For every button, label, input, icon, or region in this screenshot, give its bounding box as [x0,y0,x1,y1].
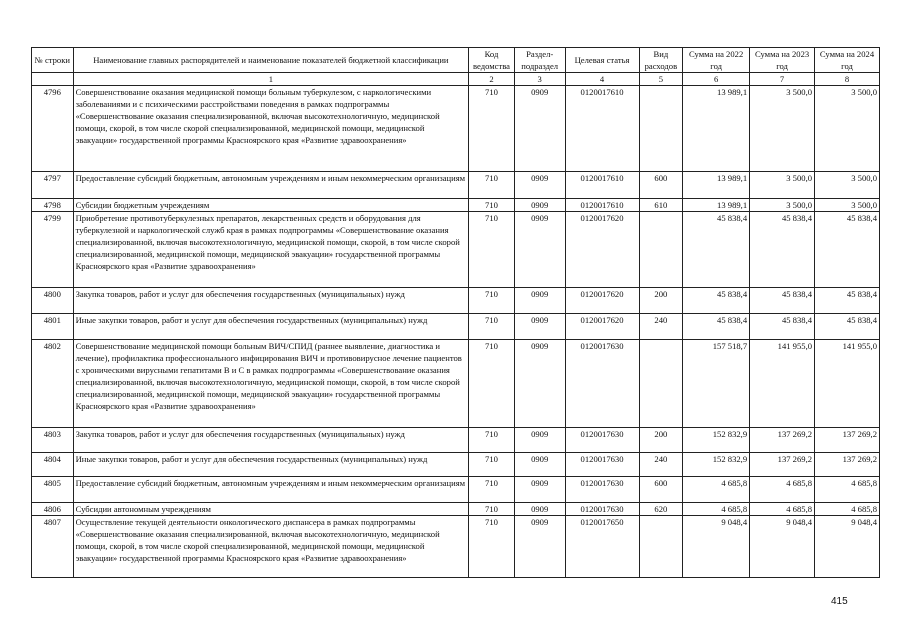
sum-2024: 45 838,4 [815,212,880,288]
dept-code: 710 [469,340,515,428]
column-number: 7 [750,73,815,86]
target-code: 0120017620 [565,314,639,340]
sum-2024: 137 269,2 [815,453,880,477]
section-code: 0909 [514,516,565,578]
column-number: 3 [514,73,565,86]
row-number: 4803 [32,428,74,453]
dept-code: 710 [469,199,515,212]
column-number: 1 [73,73,469,86]
expense-type [639,86,683,172]
header-target: Целевая статья [565,48,639,73]
sum-2022: 45 838,4 [683,314,750,340]
sum-2024: 4 685,8 [815,503,880,516]
target-code: 0120017630 [565,340,639,428]
sum-2024: 3 500,0 [815,199,880,212]
sum-2023: 4 685,8 [750,477,815,503]
sum-2022: 13 989,1 [683,86,750,172]
section-code: 0909 [514,428,565,453]
sum-2023: 45 838,4 [750,288,815,314]
sum-2022: 4 685,8 [683,503,750,516]
row-name: Субсидии автономным учреждениям [73,503,469,516]
table-row [32,340,880,428]
expense-type [639,516,683,578]
target-code: 0120017630 [565,453,639,477]
table-row [32,314,880,340]
sum-2024: 137 269,2 [815,428,880,453]
row-number: 4801 [32,314,74,340]
expense-type [639,212,683,288]
target-code: 0120017610 [565,86,639,172]
sum-2022: 45 838,4 [683,212,750,288]
section-code: 0909 [514,314,565,340]
sum-2023: 9 048,4 [750,516,815,578]
row-name: Иные закупки товаров, работ и услуг для обеспечения государственных (муниципальных) нужд [73,314,469,340]
header-expense-type: Вид расходов [639,48,683,73]
target-code: 0120017610 [565,172,639,199]
section-code: 0909 [514,453,565,477]
sum-2023: 45 838,4 [750,212,815,288]
row-number: 4797 [32,172,74,199]
target-code: 0120017630 [565,477,639,503]
table-row [32,453,880,477]
column-number-row [32,73,880,86]
target-code: 0120017650 [565,516,639,578]
column-number [32,73,74,86]
sum-2024: 3 500,0 [815,172,880,199]
row-number: 4805 [32,477,74,503]
table-row [32,428,880,453]
sum-2022: 9 048,4 [683,516,750,578]
dept-code: 710 [469,288,515,314]
header-name: Наименование главных распорядителей и наименование показателей бюджетной классификации [73,48,469,73]
expense-type [639,340,683,428]
row-name: Иные закупки товаров, работ и услуг для обеспечения государственных (муниципальных) нужд [73,453,469,477]
section-code: 0909 [514,199,565,212]
sum-2023: 137 269,2 [750,428,815,453]
row-number: 4798 [32,199,74,212]
expense-type: 610 [639,199,683,212]
column-number: 4 [565,73,639,86]
sum-2023: 4 685,8 [750,503,815,516]
sum-2022: 157 518,7 [683,340,750,428]
header-sum-2024: Сумма на 2024 год [815,48,880,73]
row-name: Предоставление субсидий бюджетным, автономным учреждениям и иным некоммерческим организациям [73,172,469,199]
target-code: 0120017630 [565,503,639,516]
row-number: 4804 [32,453,74,477]
column-number: 2 [469,73,515,86]
sum-2022: 4 685,8 [683,477,750,503]
table-row [32,503,880,516]
table-row [32,477,880,503]
header-section: Раздел-подраздел [514,48,565,73]
target-code: 0120017620 [565,288,639,314]
expense-type: 240 [639,453,683,477]
sum-2022: 13 989,1 [683,172,750,199]
table-row [32,212,880,288]
dept-code: 710 [469,212,515,288]
target-code: 0120017630 [565,428,639,453]
expense-type: 600 [639,477,683,503]
row-name: Осуществление текущей деятельности онкологического диспансера в рамках подпрограммы «Совершенствование оказания специализированной, включая высокотехнологичную, медицинской помощи, скорой, в том числе скорой специализированной, медицинской помощи, медицинской эвакуации» государственной программы Красноярского края «Развитие здравоохранения» [73,516,469,578]
section-code: 0909 [514,503,565,516]
expense-type: 600 [639,172,683,199]
section-code: 0909 [514,477,565,503]
sum-2023: 137 269,2 [750,453,815,477]
table-row [32,516,880,578]
sum-2023: 3 500,0 [750,199,815,212]
sum-2024: 45 838,4 [815,314,880,340]
dept-code: 710 [469,86,515,172]
row-name: Приобретение противотуберкулезных препаратов, лекарственных средств и оборудования для туберкулезной и наркологической служб края в рамках подпрограммы «Совершенствование оказания специализированной, включая высокотехнологичную, медицинской помощи, скорой, в том числе скорой специализированной, медицинской помощи, медицинской эвакуации» государственной программы Красноярского края «Развитие здравоохранения» [73,212,469,288]
section-code: 0909 [514,172,565,199]
section-code: 0909 [514,288,565,314]
expense-type: 620 [639,503,683,516]
row-number: 4807 [32,516,74,578]
sum-2022: 152 832,9 [683,453,750,477]
row-number: 4800 [32,288,74,314]
expense-type: 200 [639,288,683,314]
table-row [32,86,880,172]
sum-2022: 45 838,4 [683,288,750,314]
table-row [32,199,880,212]
sum-2023: 3 500,0 [750,172,815,199]
sum-2024: 3 500,0 [815,86,880,172]
sum-2023: 3 500,0 [750,86,815,172]
header-sum-2022: Сумма на 2022 год [683,48,750,73]
dept-code: 710 [469,477,515,503]
sum-2024: 141 955,0 [815,340,880,428]
row-name: Совершенствование оказания медицинской помощи больным туберкулезом, с наркологическими заболеваниями и с психическими расстройствами поведения в рамках подпрограммы «Совершенствование оказания специализированной, включая высокотехнологичную, медицинской помощи, скорой, в том числе скорой специализированной, медицинской помощи, медицинской эвакуации» государственной программы Красноярского края «Развитие здравоохранения» [73,86,469,172]
section-code: 0909 [514,86,565,172]
column-number: 6 [683,73,750,86]
column-number: 5 [639,73,683,86]
column-number: 8 [815,73,880,86]
row-name: Совершенствование медицинской помощи больным ВИЧ/СПИД (раннее выявление, диагностика и лечение), профилактика профессионального инфицирования ВИЧ и противовирусное лечение пациентов с хроническими вирусными гепатитами В и С в рамках подпрограммы «Совершенствование оказания специализированной, включая высокотехнологичную, медицинской помощи, скорой, в том числе скорой специализированной, медицинской помощи, медицинской эвакуации» государственной программы Красноярского края «Развитие здравоохранения» [73,340,469,428]
row-name: Закупка товаров, работ и услуг для обеспечения государственных (муниципальных) нужд [73,428,469,453]
sum-2022: 152 832,9 [683,428,750,453]
header-sum-2023: Сумма на 2023 год [750,48,815,73]
budget-table [31,47,880,578]
section-code: 0909 [514,212,565,288]
sum-2023: 45 838,4 [750,314,815,340]
dept-code: 710 [469,172,515,199]
row-number: 4799 [32,212,74,288]
expense-type: 200 [639,428,683,453]
header-row [32,48,880,73]
sum-2024: 45 838,4 [815,288,880,314]
sum-2024: 4 685,8 [815,477,880,503]
dept-code: 710 [469,314,515,340]
target-code: 0120017610 [565,199,639,212]
row-number: 4806 [32,503,74,516]
page-number: 415 [831,596,848,607]
dept-code: 710 [469,428,515,453]
row-name: Предоставление субсидий бюджетным, автономным учреждениям и иным некоммерческим организациям [73,477,469,503]
table-row [32,172,880,199]
dept-code: 710 [469,516,515,578]
table-row [32,288,880,314]
row-number: 4802 [32,340,74,428]
target-code: 0120017620 [565,212,639,288]
sum-2023: 141 955,0 [750,340,815,428]
sum-2022: 13 989,1 [683,199,750,212]
header-row-number: № строки [32,48,74,73]
header-dept-code: Код ведомства [469,48,515,73]
dept-code: 710 [469,503,515,516]
dept-code: 710 [469,453,515,477]
row-number: 4796 [32,86,74,172]
row-name: Закупка товаров, работ и услуг для обеспечения государственных (муниципальных) нужд [73,288,469,314]
row-name: Субсидии бюджетным учреждениям [73,199,469,212]
expense-type: 240 [639,314,683,340]
sum-2024: 9 048,4 [815,516,880,578]
section-code: 0909 [514,340,565,428]
